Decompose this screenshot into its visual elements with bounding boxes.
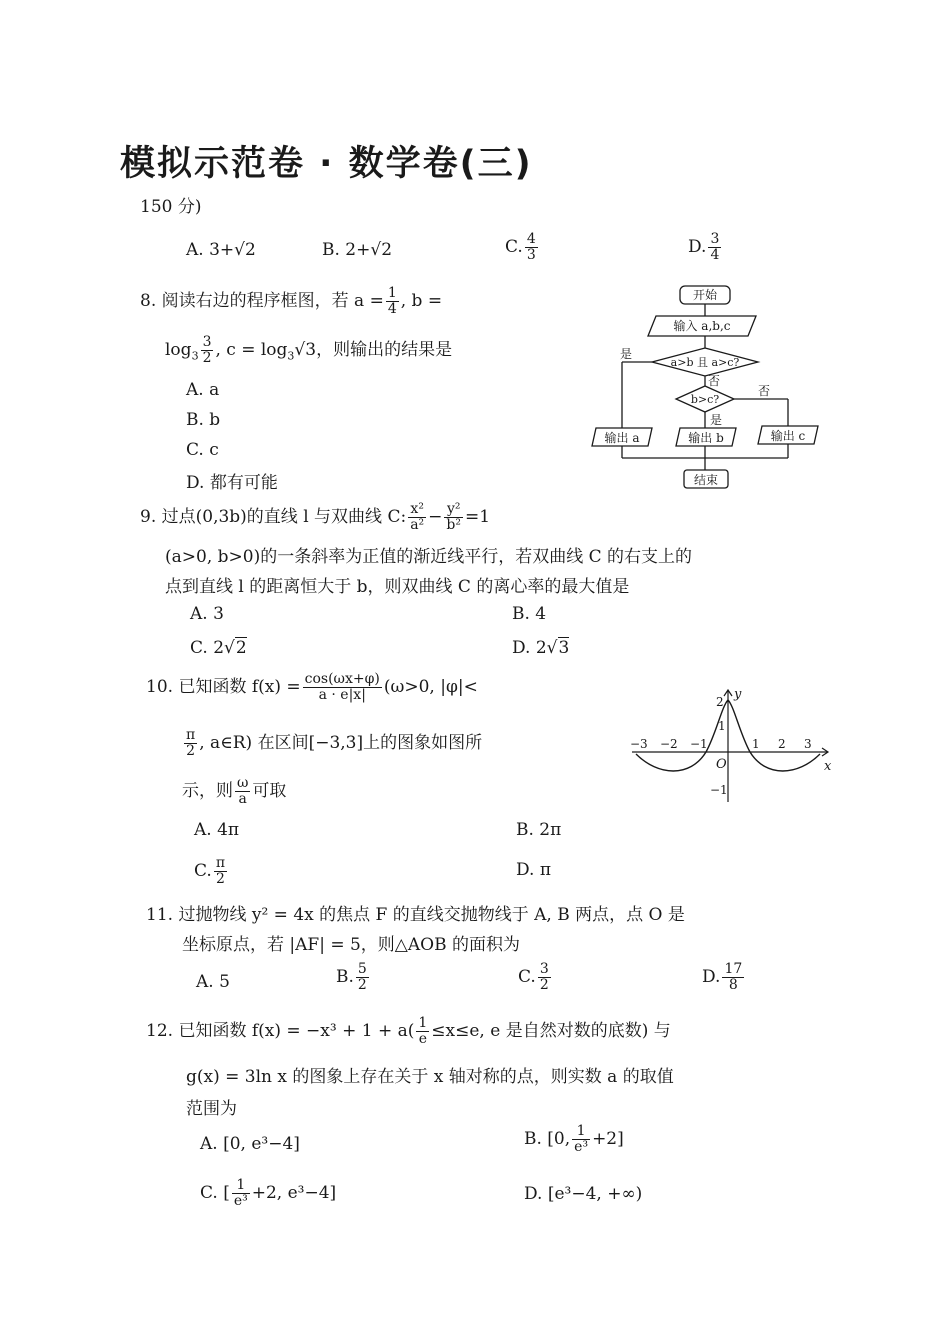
q7-option-a: A. 3+√2 bbox=[186, 240, 256, 260]
q10-stem-line1: 10. 已知函数 f(x) = $\frac{\cos(\omega x+\varphi)}{a \cdot e|x|}$ (ω>0, |φ|< bbox=[146, 671, 478, 703]
y-tick-1: 1 bbox=[718, 719, 726, 733]
x-tick-2: 2 bbox=[778, 737, 786, 751]
q7-option-c: C. $\frac{4}{3}$ bbox=[505, 231, 536, 263]
function-graph bbox=[628, 686, 838, 806]
q12-stem-line2: g(x) = 3ln x 的图象上存在关于 x 轴对称的点，则实数 a 的取值 bbox=[186, 1067, 674, 1087]
flowchart-cond2-label: b>c? bbox=[690, 393, 720, 406]
flowchart-yes-2: 是 bbox=[709, 413, 723, 427]
q9-option-a: A. 3 bbox=[190, 604, 224, 624]
q10-stem-line3: 示，则 $\frac{\omega}{a}$ 可取 bbox=[182, 775, 287, 807]
origin-label: O bbox=[716, 757, 727, 772]
q12-option-a: A. [0, e³−4] bbox=[200, 1134, 300, 1154]
y-tick-neg1: −1 bbox=[710, 783, 728, 797]
q7-option-b: B. 2+√2 bbox=[322, 240, 393, 260]
q9-option-d: D. 2√3 bbox=[512, 638, 570, 658]
q12-stem-line1: 12. 已知函数 f(x) = −x³ + 1 + a( $\frac{1}{e}$ ≤x≤e, e 是自然对数的底数) 与 bbox=[146, 1015, 671, 1047]
x-tick-neg1: −1 bbox=[690, 737, 708, 751]
q9-stem-line1: 9. 过点(0,3b)的直线 l 与双曲线 C: $\frac{\text{x²}}{\text{a²}}$ − $\frac{\text{y²}}{\text{b²}}$ =1 bbox=[140, 501, 491, 533]
q10-option-a: A. 4π bbox=[194, 820, 240, 840]
q10-option-b: B. 2π bbox=[516, 820, 562, 840]
x-tick-neg2: −2 bbox=[660, 737, 678, 751]
q12-option-c: C. [ $\frac{1}{\text{e³}}$ +2, e³−4] bbox=[200, 1177, 337, 1209]
y-tick-2: 2 bbox=[716, 695, 724, 709]
q12-option-d: D. [e³−4, +∞) bbox=[524, 1184, 643, 1204]
q8-stem-line1: 8. 阅读右边的程序框图，若 a = $\frac{1}{4}$ , b = bbox=[140, 285, 443, 317]
x-tick-neg3: −3 bbox=[630, 737, 648, 751]
flowchart bbox=[586, 282, 826, 494]
flowchart-input-label: 输入 a,b,c bbox=[673, 319, 731, 333]
q9-option-c: C. 2√2 bbox=[190, 638, 247, 658]
q11-option-a: A. 5 bbox=[196, 972, 230, 992]
q11-option-d: D. $\frac{17}{8}$ bbox=[702, 961, 743, 993]
flowchart-cond1-label: a>b 且 a>c? bbox=[670, 356, 740, 369]
q9-stem-line2: (a>0, b>0)的一条斜率为正值的渐近线平行，若双曲线 C 的右支上的 bbox=[165, 547, 693, 567]
q11-option-b: B. $\frac{5}{2}$ bbox=[336, 961, 367, 993]
page-title: 模拟示范卷 · 数学卷(三) bbox=[120, 144, 533, 184]
q8-option-a: A. a bbox=[186, 380, 220, 400]
q12-stem-line3: 范围为 bbox=[186, 1099, 237, 1119]
q8-stem-line2: $\log_3$ $\frac{3}{2}$ , $c = \log_3√3$，则输出的结果是 bbox=[165, 334, 453, 366]
q10-option-c: C. $\frac{\pi}{2}$ bbox=[194, 855, 226, 887]
q12-option-b: B. [0, $\frac{1}{\text{e³}}$ +2] bbox=[524, 1123, 624, 1155]
q8-option-d: D. 都有可能 bbox=[186, 473, 278, 493]
score-note: 150 分) bbox=[140, 197, 202, 217]
q9-option-b: B. 4 bbox=[512, 604, 547, 624]
q10-stem-line2: $\frac{\pi}{2}$ , a∈R) 在区间[−3,3]上的图象如图所 bbox=[186, 727, 483, 759]
y-axis-label: y bbox=[734, 687, 742, 702]
q8-option-c: C. c bbox=[186, 440, 219, 460]
flowchart-yes-1: 是 bbox=[619, 347, 633, 361]
q11-stem-line1: 11. 过抛物线 y² = 4x 的焦点 F 的直线交抛物线于 A, B 两点，点 O 是 bbox=[146, 905, 685, 925]
flowchart-no-2: 否 bbox=[757, 384, 771, 398]
q9-stem-line3: 点到直线 l 的距离恒大于 b，则双曲线 C 的离心率的最大值是 bbox=[165, 577, 630, 597]
x-tick-3: 3 bbox=[804, 737, 812, 751]
x-axis-label: x bbox=[824, 759, 832, 774]
q10-option-d: D. π bbox=[516, 860, 552, 880]
flowchart-end-label: 结束 bbox=[693, 473, 719, 487]
q11-option-c: C. $\frac{3}{2}$ bbox=[518, 961, 549, 993]
q7-option-d: D. $\frac{3}{4}$ bbox=[688, 231, 720, 263]
flowchart-start-label: 开始 bbox=[692, 288, 718, 302]
flowchart-out-a-label: 输出 a bbox=[604, 431, 640, 445]
flowchart-out-b-label: 输出 b bbox=[688, 431, 724, 445]
q8-option-b: B. b bbox=[186, 410, 221, 430]
x-tick-1: 1 bbox=[752, 737, 760, 751]
q11-stem-line2: 坐标原点，若 |AF| = 5，则△AOB 的面积为 bbox=[182, 935, 520, 955]
flowchart-out-c-label: 输出 c bbox=[770, 429, 806, 443]
flowchart-no-1: 否 bbox=[707, 374, 721, 388]
